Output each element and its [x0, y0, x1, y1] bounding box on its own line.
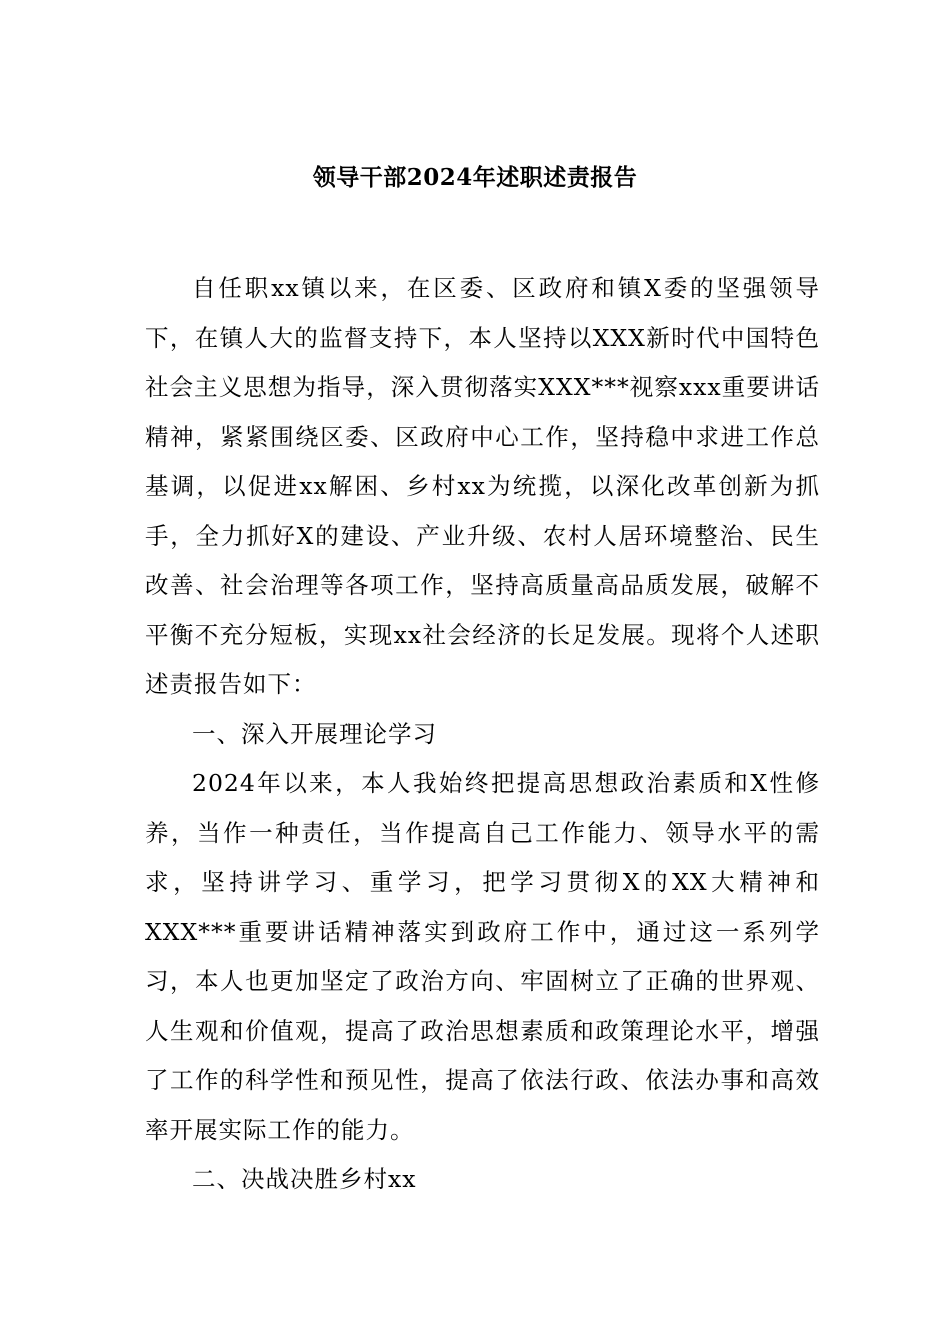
- document-title: 领导干部2024年述职述责报告: [312, 164, 638, 191]
- section-heading-2: 二、决战决胜乡村xx: [192, 1165, 417, 1193]
- intro-paragraph: 自任职xx镇以来，在区委、区政府和镇X委的坚强领导下，在镇人大的监督支持下，本人坚持以XXX新时代中国特色社会主义思想为指导，深入贯彻落实XXX***视察xxx重要讲话精神，紧紧围绕区委、区政府中心工作，坚持稳中求进工作总基调，以促进xx解困、乡村xx为统揽，以深化改革创新为抓手，全力抓好X的建设、产业升级、农村人居环境整治、民生改善、社会治理等各项工作，坚持高质量高品质发展，破解不平衡不充分短板，实现xx社会经济的长足发展。现将个人述职述责报告如下：: [145, 274, 820, 698]
- document-body: [145, 264, 820, 1205]
- section-heading-1: 一、深入开展理论学习: [192, 719, 437, 748]
- section-1-paragraph: 2024年以来，本人我始终把提高思想政治素质和X性修养，当作一种责任，当作提高自己工作能力、领导水平的需求，坚持讲学习、重学习，把学习贯彻X的XX大精神和XXX***重要讲话精神落实到政府工作中，通过这一系列学习，本人也更加坚定了政治方向、牢固树立了正确的世界观、人生观和价值观，提高了政治思想素质和政策理论水平，增强了工作的科学性和预见性，提高了依法行政、依法办事和高效率开展实际工作的能力。: [145, 769, 820, 1144]
